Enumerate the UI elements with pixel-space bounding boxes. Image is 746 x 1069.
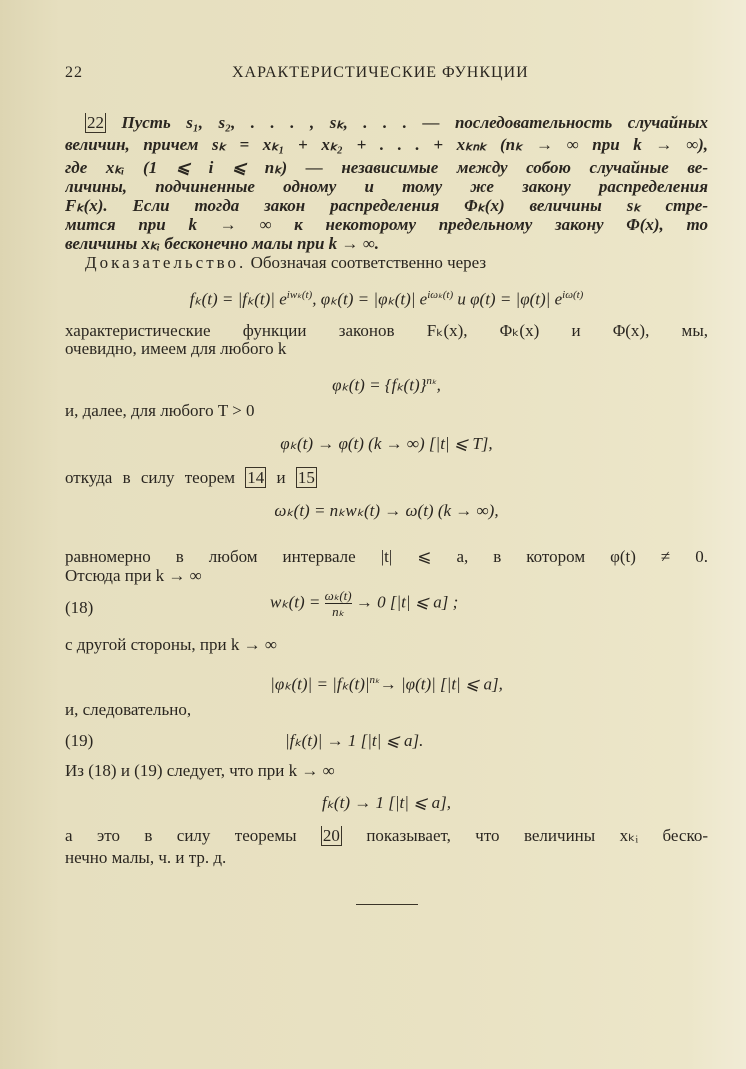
text-line: и, следовательно,: [65, 700, 192, 719]
theorem-line: где xₖᵢ (1 ⩽ i ⩽ nₖ) — независимые между собою случайные ве-: [65, 158, 708, 177]
equation-number: (18): [65, 598, 94, 617]
text-line: Из (18) и (19) следует, что при k → ∞: [65, 761, 335, 780]
formula: [65, 371, 708, 396]
theorem-line: величины xₖᵢ бесконечно малы при k → ∞.: [65, 234, 380, 253]
formula: [65, 670, 708, 695]
theorem-line: личины, подчиненные одному и тому же закону распределения: [65, 177, 708, 196]
text: показывает, что величины xₖᵢ беско-: [366, 826, 708, 845]
formula-part: , φₖ(t) = |φₖ(t)| e: [312, 289, 428, 309]
formula-sup: iω(t): [562, 289, 584, 301]
theorem-line: [85, 113, 708, 133]
text-line: и, далее, для любого T > 0: [65, 401, 255, 420]
formula: φₖ(t) → φ(t) (k → ∞) [|t| ⩽ T],: [280, 434, 493, 453]
text: а это в силу теоремы: [65, 826, 297, 845]
text-line: с другой стороны, при k → ∞: [65, 635, 277, 654]
formula-part: ,: [436, 375, 441, 395]
formula-sup: iωₖ(t): [427, 289, 454, 301]
formula: [65, 285, 708, 310]
text-line: [65, 826, 708, 846]
formula-part: φₖ(t) = {fₖ(t)}: [332, 375, 427, 395]
proof-label: Доказательство.: [85, 253, 247, 272]
text: откуда в силу теорем: [65, 468, 236, 487]
formula-sup: nₖ: [426, 375, 437, 387]
theorem-ref[interactable]: 15: [297, 468, 315, 487]
formula-part: fₖ(t) = |fₖ(t)| e: [189, 289, 287, 309]
equation-number: (19): [65, 731, 94, 750]
text-line: равномерно в любом интервале |t| ⩽ a, в котором φ(t) ≠ 0.: [65, 547, 708, 566]
text-line: характеристические функции законов Fₖ(x), Φₖ(x) и Φ(x), мы,: [65, 321, 708, 340]
running-title: ХАРАКТЕРИСТИЧЕСКИЕ ФУНКЦИИ: [232, 64, 529, 81]
equation-19: [65, 731, 708, 751]
text-line: Отсюда при k → ∞: [65, 566, 202, 585]
formula-part: wₖ(t) =: [270, 592, 321, 612]
section-end-rule: [356, 904, 418, 905]
text-line: нечно малы, ч. и тр. д.: [65, 848, 227, 867]
formula-part: |φₖ(t)| = |fₖ(t)|: [270, 674, 370, 694]
page-number: 22: [65, 64, 83, 81]
theorem-ref[interactable]: 14: [247, 468, 265, 487]
formula: fₖ(t) → 1 [|t| ⩽ a],: [321, 793, 452, 812]
theorem-line: величин, причем sₖ = xₖ₁ + xₖ₂ + . . . + xₖₙₖ (nₖ → ∞ при k → ∞),: [65, 135, 708, 154]
text: и: [276, 468, 286, 487]
denominator: nₖ: [332, 604, 345, 619]
proof-intro: [85, 253, 708, 273]
fraction: [325, 588, 352, 619]
theorem-text: Пусть s₁, s₂, . . . , sₖ, . . . — последовательность случайных: [121, 113, 708, 132]
numerator: ωₖ(t): [324, 588, 352, 603]
text-line: [65, 468, 708, 488]
theorem-line: Fₖ(x). Если тогда закон распределения Φₖ(x) величины sₖ стре-: [65, 196, 708, 215]
formula-part: → |φ(t)| [|t| ⩽ a],: [379, 674, 503, 694]
theorem-number: 22: [87, 113, 104, 132]
formula-part: → 0 [|t| ⩽ a] ;: [355, 592, 459, 612]
proof-text: Обозначая соответственно через: [250, 253, 487, 272]
formula: [270, 588, 458, 619]
formula: |fₖ(t)| → 1 [|t| ⩽ a].: [285, 731, 424, 750]
theorem-line: мится при k → ∞ к некоторому предельному закону Φ(x), то: [65, 215, 708, 234]
formula-sup: nₖ: [369, 674, 380, 686]
equation-18: [65, 588, 708, 619]
formula-part: и φ(t) = |φ(t)| e: [453, 289, 563, 309]
formula-sup: iwₖ(t): [286, 289, 313, 301]
theorem-ref[interactable]: 20: [322, 826, 340, 845]
text-line: очевидно, имеем для любого k: [65, 339, 287, 358]
formula: ωₖ(t) = nₖwₖ(t) → ω(t) (k → ∞),: [274, 501, 499, 520]
